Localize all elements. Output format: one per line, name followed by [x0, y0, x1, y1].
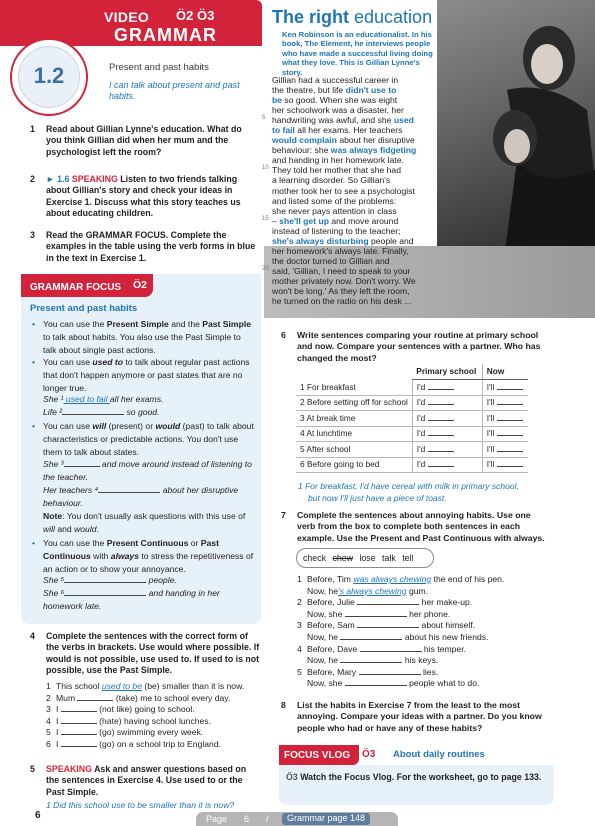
article-line: the doctor turned to Gillian and: [272, 255, 390, 266]
exercise-number: 8: [281, 700, 286, 710]
answer-gap[interactable]: [61, 723, 97, 724]
article-line: he turned on the radio on his desk ...: [272, 296, 412, 307]
bullet-icon: •: [32, 421, 36, 431]
article-line: and handing in her homework late.: [272, 155, 404, 166]
grammar-focus-subtitle: Present and past habits: [30, 303, 138, 314]
exercise-instruction: Write sentences comparing your routine at primary school and now. Compare your sentences with a partner. Who has changed the most?: [297, 330, 541, 363]
article-line: would complain about her disruptive: [272, 135, 415, 146]
exercise-number: 4: [30, 631, 35, 641]
article-intro: Ken Robinson is an educationalist. In his book, The Element, he interviews people who have made a successful living doing what they love. This is Gillian Lynne's story.: [282, 30, 433, 77]
grammar-note: Note: You don't usually ask questions with this use of will and would.: [43, 511, 246, 534]
answer-fill[interactable]: used to fail: [63, 394, 110, 404]
exercise-2: [30, 174, 258, 219]
answer-gap[interactable]: [359, 674, 421, 675]
exercise-item: 3 Before, Sam about himself.: [297, 620, 476, 631]
exercise-7: [281, 510, 551, 544]
exercise-6-example-1: 1 For breakfast, I'd have cereal with milk in primary school,: [298, 481, 519, 491]
routine-row: 4 At lunchtime I'd I'll: [296, 426, 528, 442]
answer-gap[interactable]: [340, 662, 402, 663]
answer-gap[interactable]: [497, 466, 523, 467]
answer-fill[interactable]: used to be: [101, 681, 142, 691]
speaking-label: SPEAKING: [71, 174, 118, 184]
answer-gap[interactable]: [98, 492, 160, 493]
article-line: her schoolwork was a disaster, her: [272, 105, 404, 116]
word-box-word: chew: [332, 553, 353, 563]
answer-fill[interactable]: 's always chewing: [338, 585, 407, 596]
bullet-icon: •: [32, 319, 36, 329]
speaking-label: SPEAKING: [46, 764, 92, 774]
article-line: behaviour: she was always fidgeting: [272, 145, 417, 156]
article-body: [262, 75, 437, 307]
article-line: she never pays attention in class: [272, 205, 397, 216]
word-box-word: tell: [402, 553, 414, 563]
exercise-6-example-2: but now I'll just have a piece of toast.: [308, 493, 447, 503]
exercise-7-items: [297, 574, 557, 690]
exercise-5-example: 1 Did this school use to be smaller than it is now?: [46, 800, 235, 810]
grammar-page-link[interactable]: Grammar page 148: [282, 813, 370, 825]
article-line: They told her mother that she had: [272, 165, 401, 176]
exercise-item-second: Now, he's always chewing gum.: [307, 585, 429, 596]
grammar-example: Her teachers ⁴ about her disruptive behaviour.: [43, 485, 239, 508]
exercise-item: 5 Before, Mary lies.: [297, 666, 439, 677]
answer-gap[interactable]: [497, 420, 523, 421]
exercise-item-second: Now, she people what to do.: [307, 678, 480, 689]
article-line: to fail all her exams. Her teachers: [272, 125, 403, 136]
pager-label: Page: [206, 814, 228, 824]
lesson-number: 1.2: [33, 63, 65, 88]
grammar-example: She ³ and move around instead of listening to the teacher.: [43, 459, 252, 482]
answer-gap[interactable]: [77, 700, 113, 701]
answer-gap[interactable]: [428, 389, 454, 390]
routine-row: 6 Before going to bed I'd I'll: [296, 457, 528, 473]
exercise-1: [30, 124, 258, 158]
col-now: Now: [482, 364, 528, 380]
routine-table: [296, 364, 528, 473]
word-box-word: check: [303, 553, 326, 563]
routine-row: 2 Before setting off for school I'd I'll: [296, 395, 528, 411]
answer-gap[interactable]: [61, 734, 97, 735]
answer-gap[interactable]: [357, 604, 419, 605]
article-line: and listed some of the problems:: [272, 195, 397, 206]
exercise-item-second: Now, he his keys.: [307, 655, 439, 666]
article-line: her homework's always late. Finally,: [272, 245, 409, 256]
article-line: mother took her to see a psychologist: [272, 185, 415, 196]
exercise-text: Listen to two friends talking about Gillian's story and check your ideas in Exercise 1. Discuss what this story teaches us about educating children.: [46, 174, 241, 218]
video-icon[interactable]: Ö3: [286, 772, 298, 782]
exercise-instruction: SPEAKING Ask and answer questions based on the sentences in Exercise 4. Use used to or the Past Simple.: [46, 764, 247, 797]
bullet-icon: •: [32, 538, 36, 548]
exercise-item: 6 I (go) on a school trip to England.: [46, 738, 221, 749]
answer-gap[interactable]: [428, 451, 454, 452]
answer-gap[interactable]: [345, 616, 407, 617]
exercise-item: 4 I (hate) having school lunches.: [46, 715, 211, 726]
article-line: be so good. When she was eight: [272, 95, 398, 106]
exercise-item: 4 Before, Dave his temper.: [297, 643, 466, 654]
col-primary: Primary school: [412, 364, 482, 380]
grammar-focus-label: GRAMMAR FOCUS: [30, 282, 122, 293]
grammar-example: She ⁶ and handing in her homework late.: [43, 588, 220, 611]
article-line: a learning disorder. So Gillian's: [272, 175, 391, 186]
exercise-instruction: [30, 174, 258, 219]
grammar-example: Life ² so good.: [43, 407, 160, 417]
answer-gap[interactable]: [61, 746, 97, 747]
grammar-point-2: • You can use used to to talk about regular past actions that don't happen anymore or past states that are no longer true.: [32, 357, 250, 393]
exercise-instruction: List the habits in Exercise 7 from the least to the most annoying. Compare your ideas with a partner. Do you know people who had or have any of these habits?: [297, 700, 542, 733]
grammar-example: She ⁵ people.: [43, 575, 177, 585]
routine-row: 5 After school I'd I'll: [296, 442, 528, 458]
exercise-4-items: [46, 681, 260, 751]
line-number: 10: [262, 165, 269, 172]
bullet-icon: •: [32, 357, 36, 367]
grammar-point-1: • You can use the Present Simple and the Past Simple to talk about habits. You also use the Past Simple to talk about single past actions.: [32, 319, 251, 355]
answer-gap[interactable]: [497, 389, 523, 390]
line-number: 20: [262, 265, 269, 272]
answer-fill[interactable]: was always chewing: [353, 574, 432, 584]
exercise-4: [30, 631, 260, 676]
routine-table-wrap: [296, 364, 528, 473]
article-line: the theatre, but life didn't use to: [272, 85, 397, 96]
article-line: instead of listening to the teacher;: [272, 225, 401, 236]
answer-gap[interactable]: [357, 627, 419, 628]
exercise-item-second: Now, she her phone.: [307, 608, 451, 619]
exercise-number: 1: [30, 124, 35, 134]
answer-gap[interactable]: [497, 404, 523, 405]
exercise-item: 2 Before, Julie her make-up.: [297, 597, 473, 608]
exercise-5: [30, 764, 260, 798]
answer-gap[interactable]: [61, 711, 97, 712]
exercise-6: [281, 330, 551, 364]
article-line: Gillian had a successful career in: [272, 75, 399, 85]
video-icon[interactable]: Ö2: [133, 279, 148, 291]
can-do-statement: I can talk about present and past habits.: [109, 80, 240, 102]
article-line: won't be long.' As they left the room,: [272, 285, 410, 296]
video-icon[interactable]: Ö3: [362, 749, 376, 760]
focus-vlog-label: FOCUS VLOG: [284, 750, 351, 761]
line-number: 5: [262, 115, 266, 122]
article-line: – she'll get up and move around: [272, 215, 399, 226]
answer-gap[interactable]: [64, 595, 146, 596]
answer-gap[interactable]: [428, 420, 454, 421]
video-icons[interactable]: Ö2 Ö3: [176, 8, 215, 23]
lesson-subtitle: Present and past habits: [109, 62, 209, 73]
answer-gap[interactable]: [62, 414, 124, 415]
page-number: 6: [35, 810, 41, 821]
answer-gap[interactable]: [64, 582, 146, 583]
answer-gap[interactable]: [497, 451, 523, 452]
exercise-number: 6: [281, 330, 286, 340]
answer-gap[interactable]: [428, 435, 454, 436]
exercise-instruction: Complete the sentences with the correct form of the verbs in brackets. Use would where possible. If would is not possible, use used to. If used to is not possible, use the Past Simple.: [46, 631, 260, 675]
routine-row: 1 For breakfast I'd I'll: [296, 380, 528, 396]
article-line: she's always disturbing people and: [272, 235, 414, 246]
focus-vlog-text: Ö3 Watch the Focus Vlog. For the worksheet, go to page 133.: [286, 772, 542, 782]
grammar-example: She ¹ used to fail all her exams.: [43, 394, 164, 404]
exercise-number: 2: [30, 174, 35, 184]
article-title: The right education: [272, 7, 433, 27]
exercise-item: 3 I (not like) going to school.: [46, 704, 195, 715]
exercise-instruction: Read the GRAMMAR FOCUS. Complete the examples in the table using the verb forms in blue in the text in Exercise 1.: [46, 230, 256, 263]
video-label: VIDEO: [104, 9, 150, 25]
article-line: handwriting was awful, and she used: [272, 115, 414, 126]
focus-vlog-subtitle: About daily routines: [393, 749, 485, 760]
word-box-word: talk: [382, 553, 396, 563]
answer-gap[interactable]: [428, 466, 454, 467]
audio-track[interactable]: 1.6: [57, 174, 70, 184]
answer-gap[interactable]: [360, 651, 422, 652]
exercise-instruction: Complete the sentences about annoying habits. Use one verb from the box to complete both sentences in each example. Use the Present and Past Continuous with always.: [297, 510, 545, 543]
word-box: [296, 548, 434, 568]
exercise-item: 5 I (go) swimming every week.: [46, 727, 204, 738]
answer-gap[interactable]: [497, 435, 523, 436]
exercise-instruction: Read about Gillian Lynne's education. What do you think Gillian did when her mum and the psychologist left the room?: [46, 124, 242, 157]
exercise-3: [30, 230, 258, 264]
answer-gap[interactable]: [345, 685, 407, 686]
word-box-word: lose: [359, 553, 376, 563]
routine-row: 3 At break time I'd I'll: [296, 411, 528, 427]
answer-gap[interactable]: [64, 466, 100, 467]
audio-icon[interactable]: ►: [46, 174, 55, 184]
page-navigator[interactable]: [196, 812, 398, 826]
exercise-number: 5: [30, 764, 35, 774]
exercise-8: [281, 700, 551, 734]
focus-vlog-box: [279, 765, 554, 805]
pager-current[interactable]: 6: [244, 814, 250, 824]
grammar-point-3: • You can use will (present) or would (past) to talk about characteristics or predictable actions. You don't use them to talk about states.: [32, 421, 254, 457]
pager-separator: /: [266, 814, 269, 824]
exercise-item: 1 Before, Tim was always chewing the end of his pen.: [297, 574, 505, 584]
grammar-point-4: • You can use the Present Continuous or Past Continuous with always to stress the repetitiveness of an action or to show your annoyance.: [32, 538, 254, 574]
article-line: said, 'Gillian, I need to speak to your: [272, 265, 411, 276]
line-number: 15: [262, 215, 269, 222]
exercise-item: 2 Mum (take) me to school every day.: [46, 692, 231, 703]
exercise-number: 7: [281, 510, 286, 520]
exercise-item-second: Now, he about his new friends.: [307, 631, 489, 642]
exercise-number: 3: [30, 230, 35, 240]
article-line: mother privately now. Don't worry. We: [272, 275, 416, 286]
exercise-item: 1 This school used to be (be) smaller than it is now.: [46, 681, 245, 691]
answer-gap[interactable]: [340, 639, 402, 640]
grammar-label: GRAMMAR: [114, 25, 217, 45]
answer-gap[interactable]: [428, 404, 454, 405]
